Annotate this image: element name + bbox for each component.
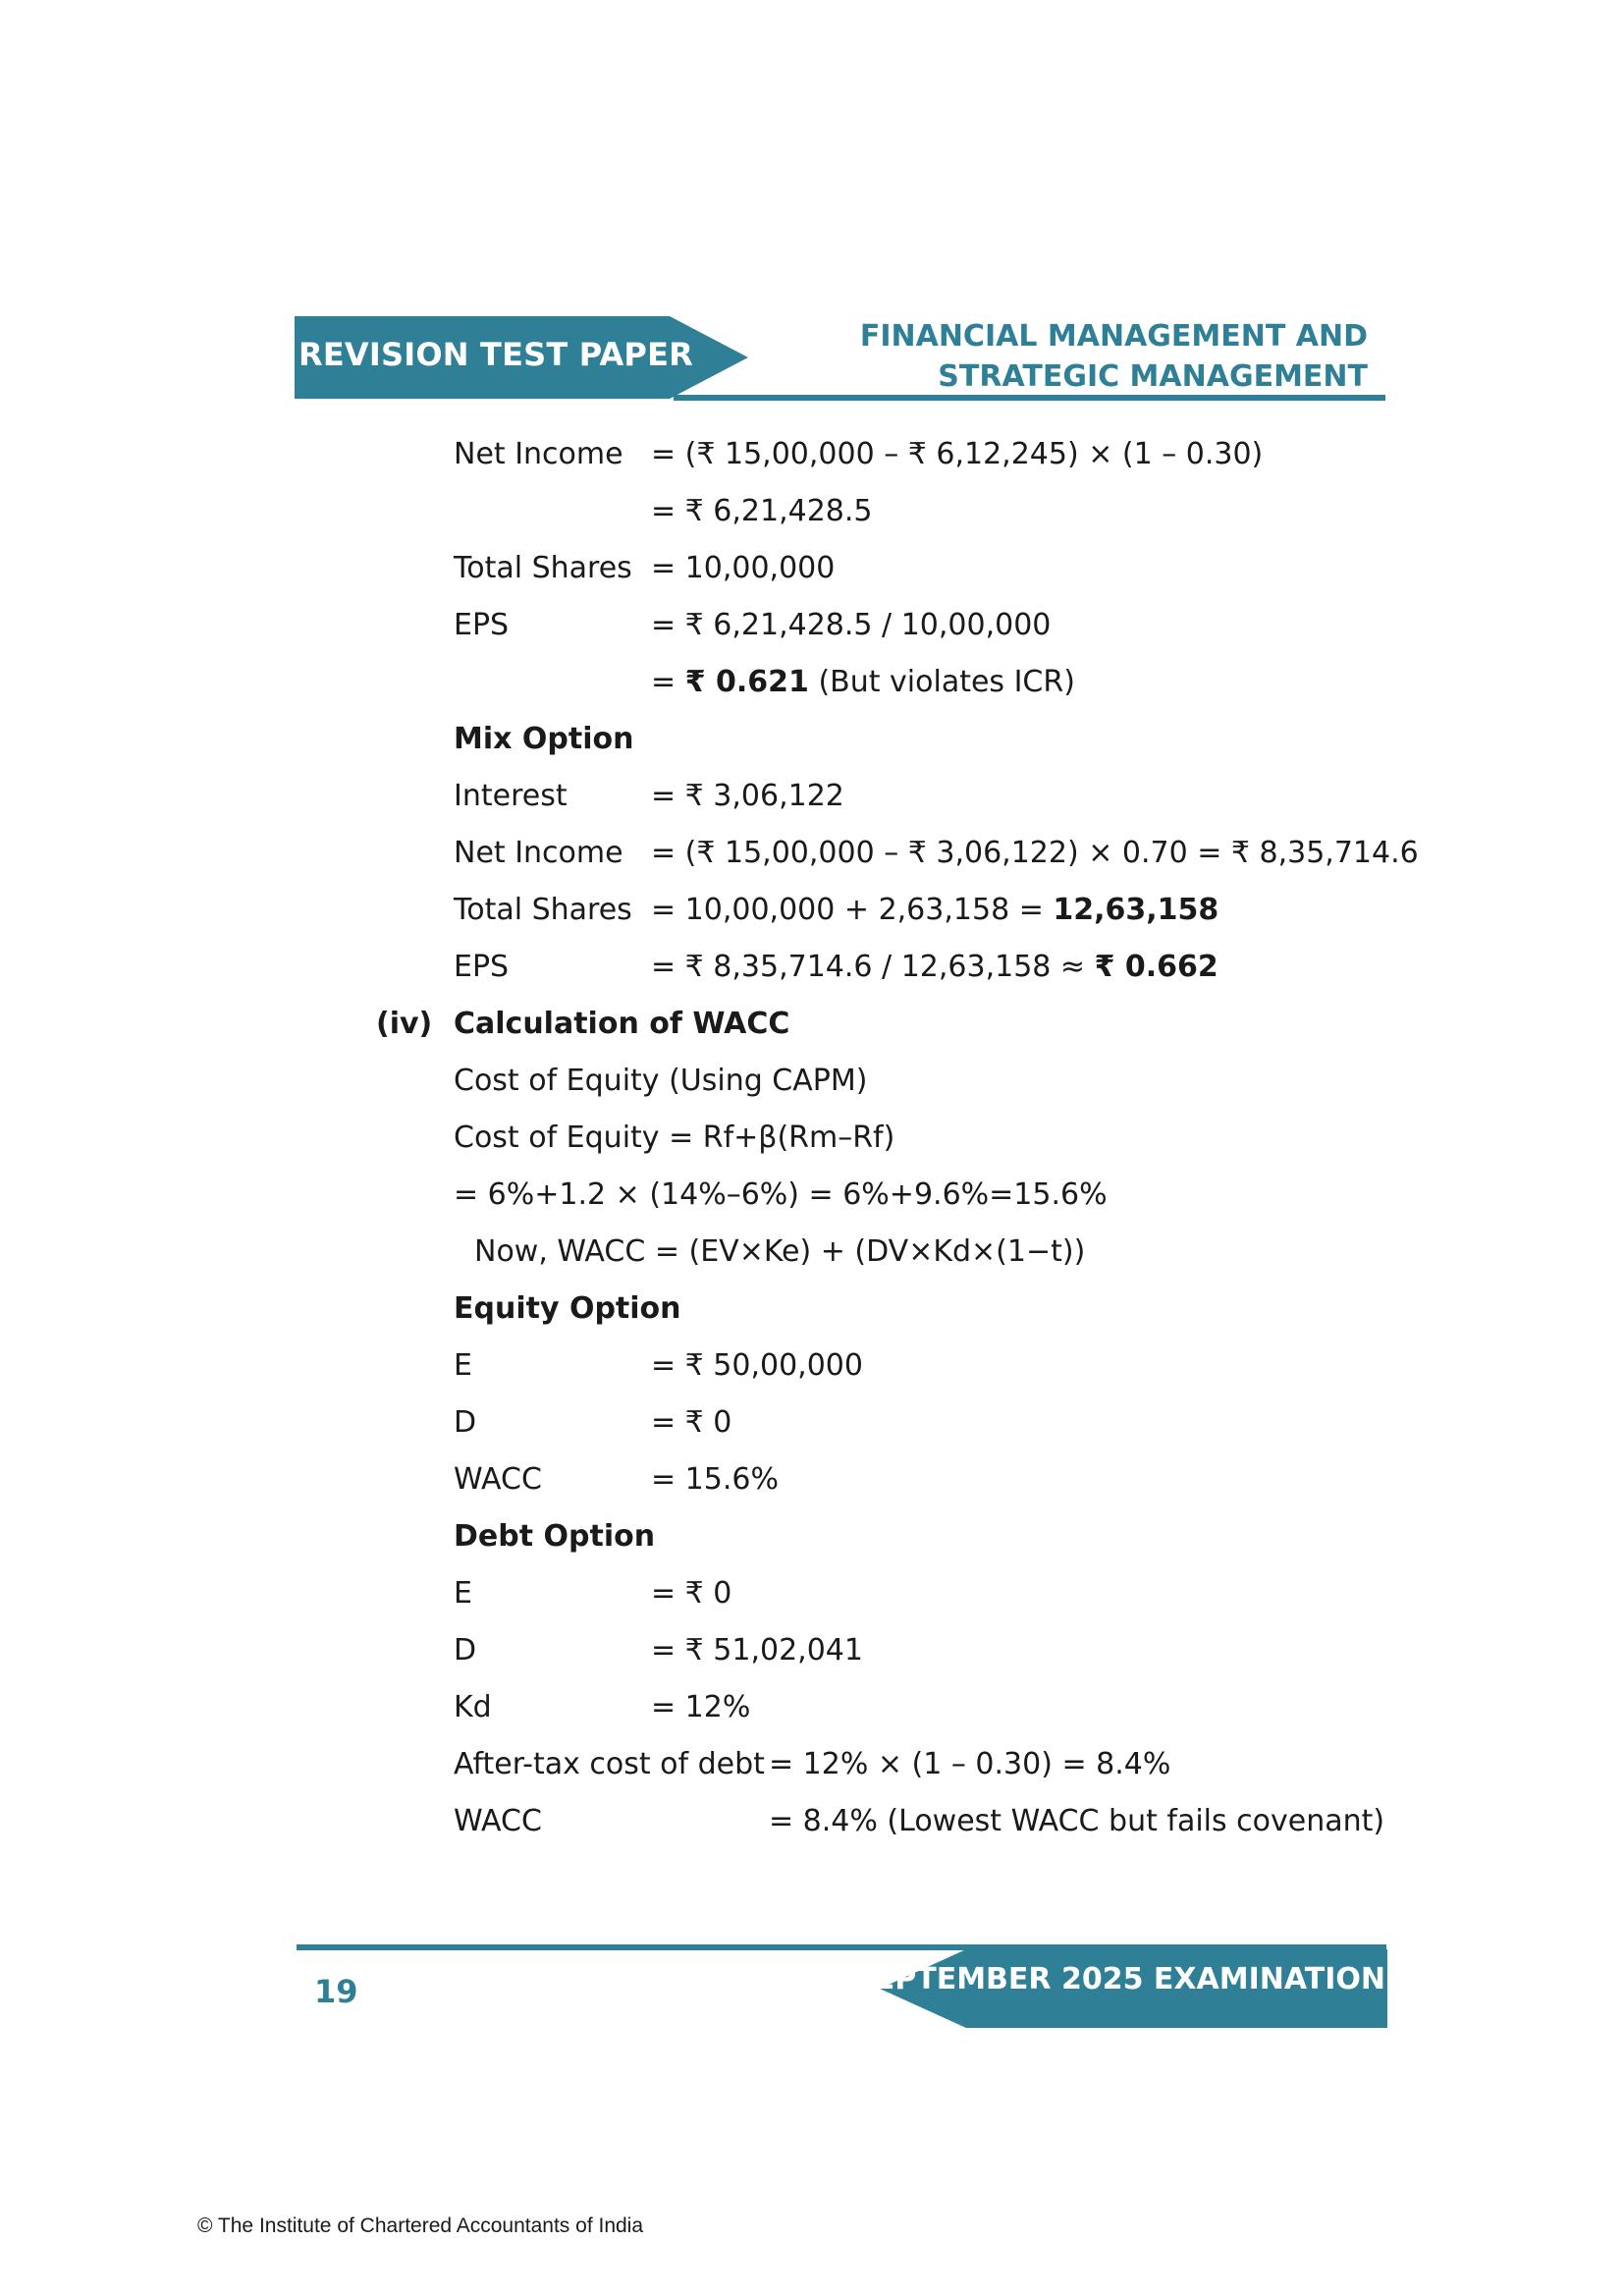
total-shares-value: = 10,00,000: [651, 551, 836, 585]
net-income-formula: = (₹ 15,00,000 – ₹ 6,12,245) × (1 – 0.30): [651, 437, 1264, 471]
debt-wacc-value: = 8.4% (Lowest WACC but fails covenant): [769, 1804, 1385, 1838]
mix-eps-result: ₹ 0.662: [1094, 950, 1218, 984]
equity-d-label: D: [454, 1405, 477, 1440]
debt-d-value: = ₹ 51,02,041: [651, 1633, 863, 1667]
page-number: 19: [314, 1973, 358, 2010]
debt-kd-label: Kd: [454, 1690, 492, 1724]
eps-result-prefix: =: [651, 665, 685, 699]
section-number: (iv): [376, 1007, 433, 1041]
capm-title: Cost of Equity (Using CAPM): [454, 1064, 868, 1098]
eps-formula: = ₹ 6,21,428.5 / 10,00,000: [651, 608, 1052, 642]
equity-e-label: E: [454, 1348, 472, 1383]
net-income-label: Net Income: [454, 437, 623, 471]
header-banner-title: REVISION TEST PAPER: [298, 336, 693, 373]
debt-d-label: D: [454, 1633, 477, 1667]
equity-wacc-label: WACC: [454, 1462, 542, 1497]
net-income-result: = ₹ 6,21,428.5: [651, 494, 873, 528]
eps-result-value: ₹ 0.621: [684, 665, 809, 699]
equity-wacc-value: = 15.6%: [651, 1462, 779, 1497]
debt-e-label: E: [454, 1576, 472, 1611]
header-divider: [674, 395, 1385, 401]
eps-result: [651, 658, 1075, 707]
eps-label: EPS: [454, 608, 510, 642]
footer-exam-title: SEPTEMBER 2025 EXAMINATION: [853, 1962, 1385, 1996]
mix-interest-label: Interest: [454, 779, 568, 813]
debt-option-heading: Debt Option: [454, 1519, 656, 1554]
mix-total-shares-prefix: = 10,00,000 + 2,63,158 =: [651, 893, 1054, 927]
after-tax-cost-value: = 12% × (1 – 0.30) = 8.4%: [769, 1747, 1171, 1781]
mix-interest-value: = ₹ 3,06,122: [651, 779, 844, 813]
debt-kd-value: = 12%: [651, 1690, 751, 1724]
mix-net-income-label: Net Income: [454, 836, 623, 870]
after-tax-cost-label: After-tax cost of debt: [454, 1747, 765, 1781]
header-subject-line1: FINANCIAL MANAGEMENT AND: [859, 319, 1368, 354]
wacc-heading: Calculation of WACC: [454, 1007, 790, 1041]
debt-e-value: = ₹ 0: [651, 1576, 732, 1611]
mix-total-shares-value: [651, 886, 1218, 935]
header-subject-title: [860, 316, 1368, 397]
copyright-notice: © The Institute of Chartered Accountants of India: [197, 2214, 644, 2237]
mix-eps-label: EPS: [454, 950, 510, 984]
mix-net-income-value: = (₹ 15,00,000 – ₹ 3,06,122) × 0.70 = ₹ 8,35,714.6: [651, 836, 1419, 870]
eps-result-note: (But violates ICR): [808, 665, 1075, 699]
mix-eps-prefix: = ₹ 8,35,714.6 / 12,63,158 ≈: [651, 950, 1095, 984]
mix-eps-value: [651, 943, 1218, 992]
equity-option-heading: Equity Option: [454, 1291, 681, 1326]
equity-d-value: = ₹ 0: [651, 1405, 732, 1440]
capm-formula: Cost of Equity = Rf+β(Rm–Rf): [454, 1121, 895, 1155]
mix-option-heading: Mix Option: [454, 722, 634, 756]
capm-calculation: = 6%+1.2 × (14%–6%) = 6%+9.6%=15.6%: [454, 1177, 1108, 1212]
mix-total-shares-result: 12,63,158: [1053, 893, 1219, 927]
debt-wacc-label: WACC: [454, 1804, 542, 1838]
equity-e-value: = ₹ 50,00,000: [651, 1348, 863, 1383]
header-subject-line2: STRATEGIC MANAGEMENT: [938, 359, 1368, 394]
mix-total-shares-label: Total Shares: [454, 893, 632, 927]
wacc-formula: Now, WACC = (EV×Ke) + (DV×Kd×(1−t)): [474, 1234, 1086, 1269]
total-shares-label: Total Shares: [454, 551, 632, 585]
